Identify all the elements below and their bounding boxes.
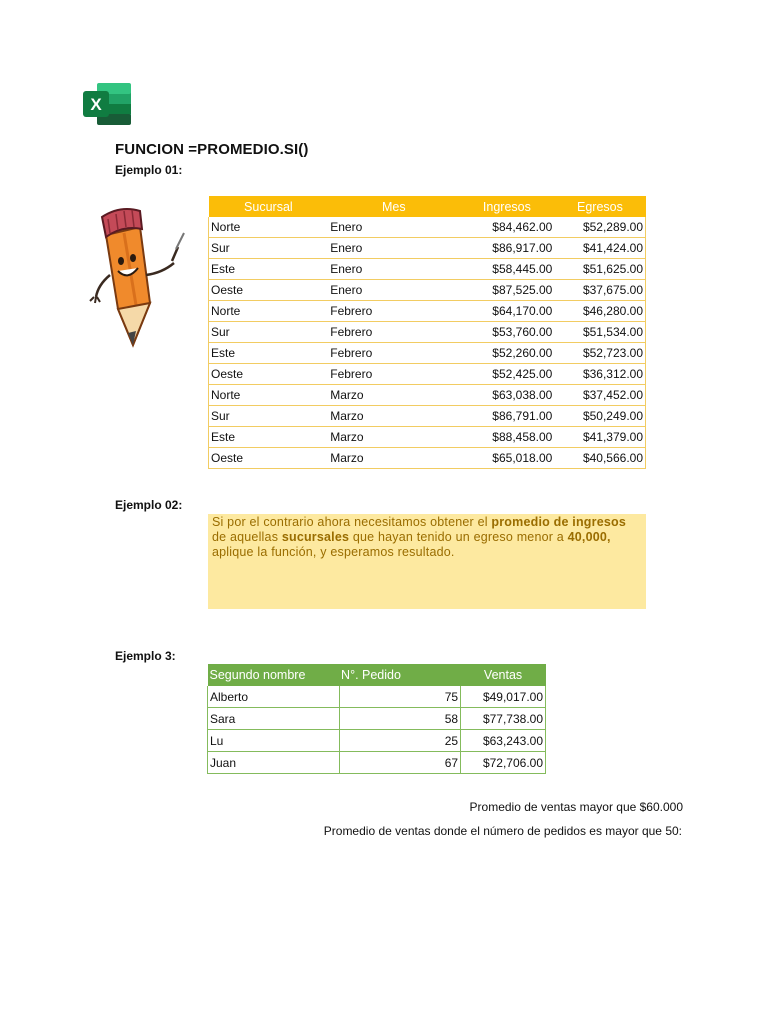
table-row	[209, 406, 646, 427]
cell-segundo-nombre: Alberto	[208, 686, 340, 708]
logo-letter: X	[90, 95, 102, 114]
sales-table	[207, 664, 546, 774]
cell-mes: Febrero	[328, 322, 459, 343]
cell-egresos: $52,289.00	[554, 217, 645, 238]
cell-ingresos: $58,445.00	[459, 259, 554, 280]
callout-bold-3: 40,000,	[567, 530, 611, 544]
cell-sucursal: Este	[209, 343, 329, 364]
cell-ingresos: $52,425.00	[459, 364, 554, 385]
cell-sucursal: Sur	[209, 322, 329, 343]
cell-sucursal: Sur	[209, 238, 329, 259]
table-row	[208, 708, 546, 730]
cell-segundo-nombre: Juan	[208, 752, 340, 774]
example1-label: Ejemplo 01:	[115, 163, 183, 177]
cell-pedido: 75	[339, 686, 461, 708]
table-row	[208, 752, 546, 774]
cell-sucursal: Norte	[209, 385, 329, 406]
cell-sucursal: Este	[209, 427, 329, 448]
cell-egresos: $46,280.00	[554, 301, 645, 322]
table-row	[209, 280, 646, 301]
callout-bold-2: sucursales	[281, 530, 350, 544]
cell-sucursal: Sur	[209, 406, 329, 427]
table-row	[209, 259, 646, 280]
column-header-ventas: Ventas	[461, 664, 546, 686]
cell-sucursal: Este	[209, 259, 329, 280]
table-row	[209, 238, 646, 259]
callout-text-3: que hayan tenido un egreso menor a	[349, 530, 568, 544]
cell-ingresos: $64,170.00	[459, 301, 554, 322]
pencil-character-icon	[88, 205, 190, 350]
cell-pedido: 58	[339, 708, 461, 730]
cell-egresos: $41,379.00	[554, 427, 645, 448]
cell-mes: Enero	[328, 280, 459, 301]
cell-mes: Febrero	[328, 301, 459, 322]
cell-mes: Marzo	[328, 385, 459, 406]
cell-egresos: $37,675.00	[554, 280, 645, 301]
cell-ingresos: $86,791.00	[459, 406, 554, 427]
cell-sucursal: Oeste	[209, 364, 329, 385]
callout-text-2: de aquellas	[212, 530, 282, 544]
cell-pedido: 25	[339, 730, 461, 752]
cell-mes: Marzo	[328, 448, 459, 469]
column-header-segundo-nombre: Segundo nombre	[208, 664, 340, 686]
cell-egresos: $40,566.00	[554, 448, 645, 469]
cell-ingresos: $63,038.00	[459, 385, 554, 406]
cell-ingresos: $88,458.00	[459, 427, 554, 448]
excel-logo-icon	[83, 83, 131, 125]
table-row	[208, 686, 546, 708]
cell-ingresos: $52,260.00	[459, 343, 554, 364]
callout-text-4: aplique la función, y esperamos resultado.	[212, 545, 455, 559]
table-row	[209, 364, 646, 385]
cell-ingresos: $87,525.00	[459, 280, 554, 301]
cell-mes: Febrero	[328, 364, 459, 385]
table-header-row	[208, 664, 546, 686]
cell-sucursal: Norte	[209, 301, 329, 322]
cell-mes: Marzo	[328, 427, 459, 448]
column-header-egresos: Egresos	[554, 196, 645, 217]
example2-label: Ejemplo 02:	[115, 498, 183, 512]
cell-sucursal: Norte	[209, 217, 329, 238]
cell-ventas: $77,738.00	[461, 708, 546, 730]
cell-ventas: $49,017.00	[461, 686, 546, 708]
cell-mes: Enero	[328, 238, 459, 259]
cell-sucursal: Oeste	[209, 280, 329, 301]
cell-ingresos: $53,760.00	[459, 322, 554, 343]
cell-pedido: 67	[339, 752, 461, 774]
cell-ventas: $72,706.00	[461, 752, 546, 774]
cell-mes: Enero	[328, 259, 459, 280]
cell-segundo-nombre: Lu	[208, 730, 340, 752]
cell-segundo-nombre: Sara	[208, 708, 340, 730]
table-header-row	[209, 196, 646, 217]
branches-table	[208, 196, 646, 469]
cell-egresos: $51,625.00	[554, 259, 645, 280]
cell-egresos: $50,249.00	[554, 406, 645, 427]
page-title: FUNCION =PROMEDIO.SI()	[115, 141, 309, 158]
cell-sucursal: Oeste	[209, 448, 329, 469]
table-row	[209, 322, 646, 343]
table-row	[209, 448, 646, 469]
column-header-pedido: N°. Pedido	[339, 664, 461, 686]
cell-ingresos: $86,917.00	[459, 238, 554, 259]
table-row	[209, 217, 646, 238]
example3-label: Ejemplo 3:	[115, 649, 176, 663]
column-header-sucursal: Sucursal	[209, 196, 329, 217]
cell-ingresos: $84,462.00	[459, 217, 554, 238]
table-row	[209, 427, 646, 448]
note-average-sales-over-60000: Promedio de ventas mayor que $60.000	[469, 800, 683, 814]
column-header-mes: Mes	[328, 196, 459, 217]
note-average-sales-orders-over-50: Promedio de ventas donde el número de pedidos es mayor que 50:	[323, 824, 682, 838]
cell-egresos: $37,452.00	[554, 385, 645, 406]
cell-ventas: $63,243.00	[461, 730, 546, 752]
cell-egresos: $41,424.00	[554, 238, 645, 259]
cell-egresos: $51,534.00	[554, 322, 645, 343]
table-row	[209, 385, 646, 406]
callout-bold-1: promedio de ingresos	[491, 515, 626, 529]
table-row	[209, 343, 646, 364]
table-row	[209, 301, 646, 322]
instruction-callout	[208, 514, 646, 609]
callout-text-1: Si por el contrario ahora necesitamos obtener el	[212, 515, 492, 529]
cell-mes: Febrero	[328, 343, 459, 364]
column-header-ingresos: Ingresos	[459, 196, 554, 217]
cell-egresos: $36,312.00	[554, 364, 645, 385]
cell-mes: Enero	[328, 217, 459, 238]
table-row	[208, 730, 546, 752]
cell-mes: Marzo	[328, 406, 459, 427]
cell-ingresos: $65,018.00	[459, 448, 554, 469]
cell-egresos: $52,723.00	[554, 343, 645, 364]
